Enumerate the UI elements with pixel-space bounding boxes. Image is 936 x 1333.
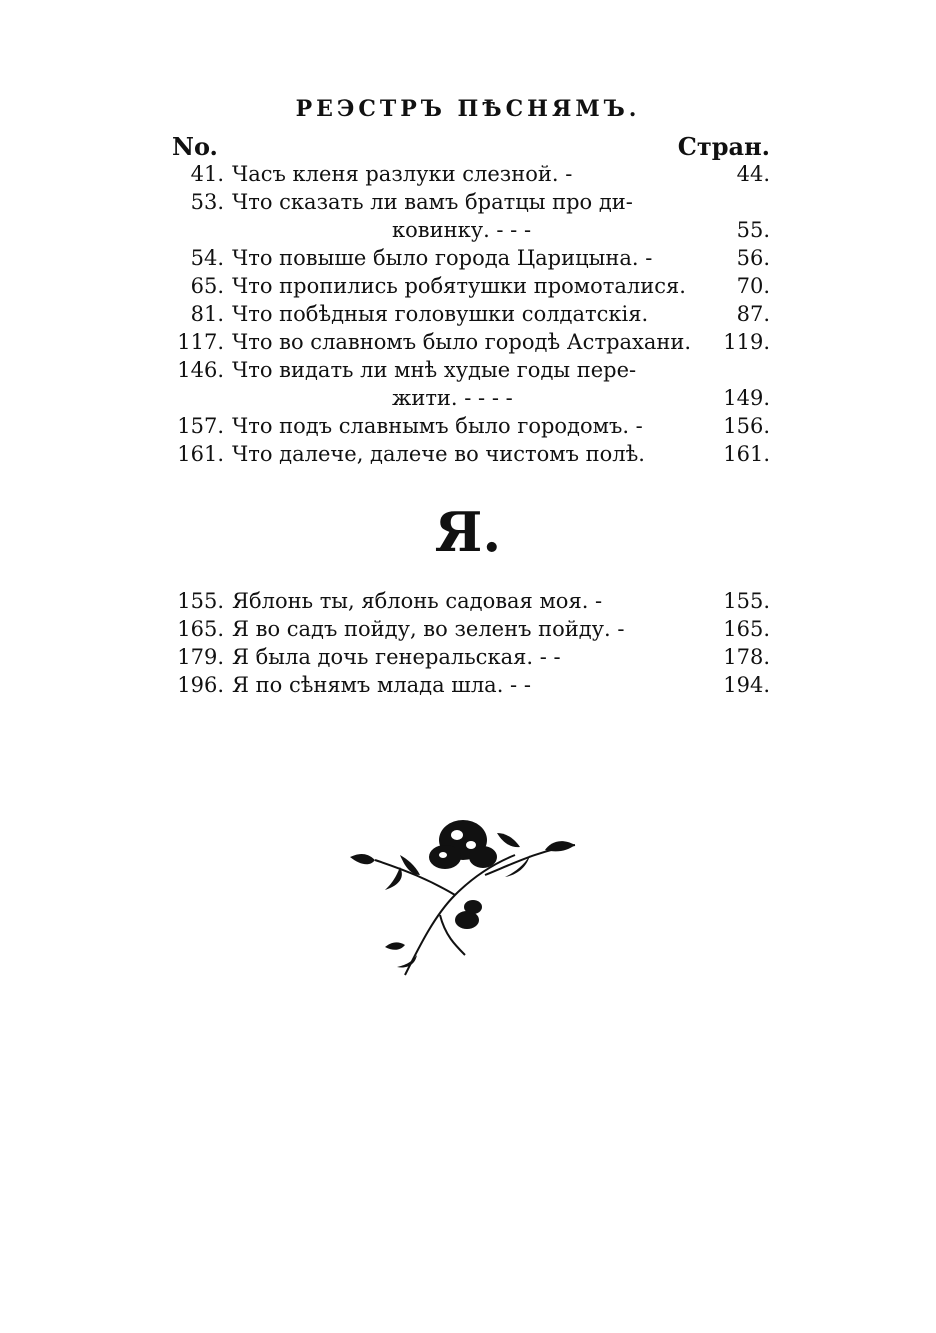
song-number: 41. (190, 162, 224, 186)
song-title: Что во славномъ было городѣ Астрахани. (232, 330, 692, 354)
list-item (162, 188, 770, 216)
page-heading: РЕЭСТРЪ ПѢСНЯМЪ. (295, 96, 641, 122)
page-number: 178. (723, 645, 770, 669)
song-number: 179. (177, 645, 224, 669)
song-number: 53. (190, 190, 224, 214)
list-item (162, 440, 770, 468)
song-title: Я во садъ пойду, во зеленъ пойду. - (232, 617, 625, 641)
song-number: 157. (177, 414, 224, 438)
page-column-header: Стран. (677, 132, 770, 161)
list-item (162, 643, 770, 671)
song-number: 161. (177, 442, 224, 466)
song-title: Что повыше было города Царицына. - (232, 246, 653, 270)
page-number: 87. (736, 302, 770, 326)
list-item (162, 412, 770, 440)
page-number: 156. (723, 414, 770, 438)
song-title: Часъ кленя разлуки слезной. - (232, 162, 573, 186)
song-number: 117. (177, 330, 224, 354)
number-column-header: No. (172, 132, 218, 161)
page-number: 149. (723, 386, 770, 410)
page-number: 119. (723, 330, 770, 354)
page-number: 194. (723, 673, 770, 697)
list-item (162, 160, 770, 188)
page-number: 165. (723, 617, 770, 641)
song-title: Яблонь ты, яблонь садовая моя. - (232, 589, 603, 613)
song-title: Что далече, далече во чистомъ полѣ. (232, 442, 645, 466)
song-number: 165. (177, 617, 224, 641)
list-item (162, 384, 770, 412)
column-headers (172, 132, 770, 160)
list-item (162, 587, 770, 615)
list-item (162, 300, 770, 328)
list-item (162, 244, 770, 272)
list-item (162, 671, 770, 699)
list-item (162, 328, 770, 356)
song-title: Я по сѣнямъ млада шла. - - (232, 673, 531, 697)
page-number: 44. (736, 162, 770, 186)
song-number: 54. (190, 246, 224, 270)
page-number: 161. (723, 442, 770, 466)
song-title: Что побѣдныя головушки солдатскія. (232, 302, 649, 326)
song-number: 146. (177, 358, 224, 382)
song-number: 81. (190, 302, 224, 326)
list-item (162, 216, 770, 244)
list-item (162, 615, 770, 643)
song-title: жити. - - - - (392, 386, 513, 410)
list-item (162, 272, 770, 300)
song-title: Я была дочь генеральская. - - (232, 645, 561, 669)
list-item (162, 356, 770, 384)
page-number: 70. (736, 274, 770, 298)
song-title: Что пропились робятушки промоталися. (232, 274, 686, 298)
page-number: 155. (723, 589, 770, 613)
entry-list (162, 587, 770, 699)
song-title: Что видать ли мнѣ худые годы пере- (232, 358, 637, 382)
section-letter: Я. (434, 500, 502, 564)
song-title: ковинку. - - - (392, 218, 532, 242)
page-number: 55. (736, 218, 770, 242)
song-number: 155. (177, 589, 224, 613)
song-title: Что подъ славнымъ было городомъ. - (232, 414, 643, 438)
song-title: Что сказать ли вамъ братцы про ди- (232, 190, 633, 214)
song-number: 65. (190, 274, 224, 298)
song-number: 196. (177, 673, 224, 697)
page-number: 56. (736, 246, 770, 270)
entry-list (162, 160, 770, 468)
floral-ornament-icon (345, 795, 585, 990)
